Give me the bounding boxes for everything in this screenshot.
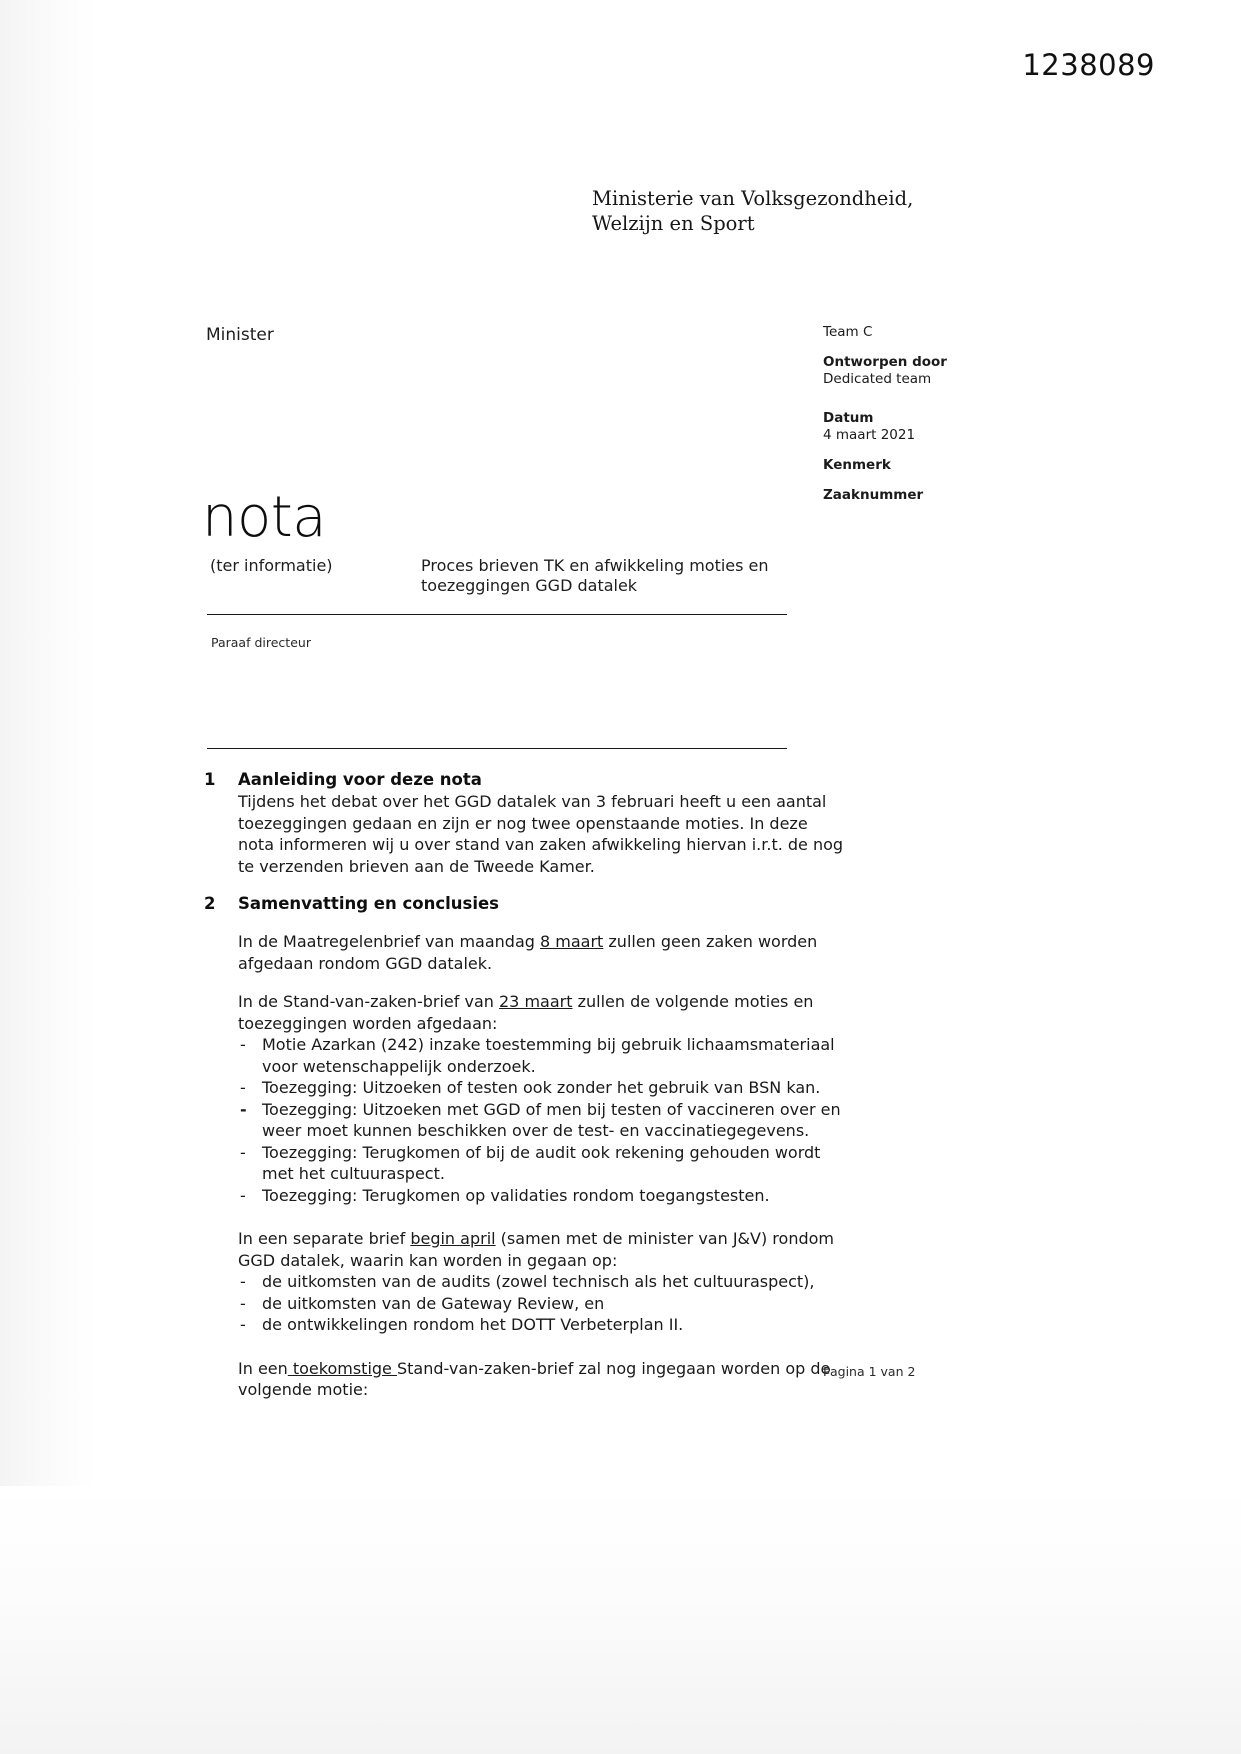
dash-bullet-icon: - (240, 1099, 247, 1119)
section-2-number: 2 (204, 894, 216, 913)
ministry-header (592, 186, 913, 236)
list-item (238, 1034, 844, 1077)
list-stand-van-zaken (238, 1034, 844, 1206)
section-2 (204, 894, 844, 1401)
subject-text: Proces brieven TK en afwikkeling moties en toezeggingen GGD datalek (421, 556, 769, 595)
ministry-line-1: Ministerie van Volksgezondheid, (592, 187, 914, 210)
subject-kind: (ter informatie) (210, 556, 333, 575)
section-2-title: Samenvatting en conclusies (238, 894, 499, 913)
section-1-body (204, 791, 844, 877)
document-number: 1238089 (1022, 48, 1155, 82)
maatregelenbrief-date: 8 maart (540, 932, 604, 951)
meta-date-value: 4 maart 2021 (823, 427, 916, 443)
toekomstige-before: In een (238, 1358, 288, 1378)
stand-van-zaken-after: zullen de volgende moties en toezeggingen worden afgedaan: (238, 992, 814, 1033)
separate-brief-date: begin april (410, 1229, 496, 1248)
dash-bullet-icon: - (240, 1035, 246, 1054)
section-1 (204, 770, 844, 877)
list-item-text: Toezegging: Terugkomen op validaties rondom toegangstesten. (262, 1185, 770, 1205)
metadata-block (823, 324, 1083, 504)
document-content (204, 770, 844, 1401)
list-separate-brief (238, 1271, 844, 1336)
list-item (238, 1293, 844, 1315)
paragraph-separate-brief (238, 1228, 844, 1271)
meta-case-number-label: Zaaknummer (823, 487, 924, 503)
addressee: Minister (206, 325, 274, 345)
dash-bullet-icon: - (240, 1142, 246, 1162)
dash-bullet-icon: - (240, 1078, 246, 1097)
divider-top (207, 614, 787, 615)
section-1-heading (204, 770, 844, 789)
separate-brief-after: (samen met de minister van J&V) rondom GGD datalek, waarin kan worden in gegaan op: (238, 1229, 834, 1270)
list-item-text: de uitkomsten van de Gateway Review, en (262, 1293, 605, 1313)
meta-reference-label: Kenmerk (823, 457, 891, 473)
paraaf-directeur-label: Paraaf directeur (211, 635, 311, 650)
list-item (238, 1142, 844, 1185)
spacer-a (238, 915, 844, 931)
spacer-b (238, 1206, 844, 1228)
paragraph-toekomstige (238, 1358, 844, 1401)
meta-designed-by-label: Ontworpen door (823, 354, 947, 370)
list-item (238, 1077, 844, 1099)
spacer-c (238, 1336, 844, 1358)
section-2-heading (204, 894, 844, 913)
meta-team: Team C (823, 324, 873, 340)
paragraph-maatregelenbrief (238, 931, 844, 974)
divider-bottom (207, 748, 787, 749)
meta-spacer-4 (823, 474, 1083, 487)
paragraph-stand-van-zaken (238, 991, 844, 1034)
scan-edge-bottom (0, 1486, 1241, 1754)
meta-spacer-1 (823, 341, 1083, 354)
list-item-text: de ontwikkelingen rondom het DOTT Verbeterplan II. (262, 1315, 684, 1334)
dash-bullet-icon: - (240, 1185, 246, 1205)
list-item (238, 1099, 844, 1142)
stand-van-zaken-before: In de Stand-van-zaken-brief van (238, 992, 499, 1011)
meta-designed-by-value: Dedicated team (823, 371, 932, 387)
section-1-paragraph: Tijdens het debat over het GGD datalek van 3 februari heeft u een aantal toezeggingen gedaan en zijn er nog twee openstaande moties. In deze nota informeren wij u over stand van zaken afwikkeling hiervan i.r.t. de nog te verzenden brieven aan de Tweede Kamer. (238, 792, 844, 876)
meta-date-label: Datum (823, 410, 874, 426)
list-item (238, 1314, 844, 1336)
section-1-number: 1 (204, 770, 216, 789)
dash-bullet-icon: - (240, 1293, 246, 1313)
meta-spacer-3 (823, 444, 1083, 457)
maatregelenbrief-before: In de Maatregelenbrief van maandag (238, 932, 540, 951)
stand-van-zaken-date: 23 maart (499, 992, 573, 1011)
list-item-text: Motie Azarkan (242) inzake toestemming bij gebruik lichaamsmateriaal voor wetenschappelijk onderzoek. (262, 1035, 835, 1076)
list-item-text: Toezegging: Uitzoeken of testen ook zonder het gebruik van BSN kan. (262, 1078, 821, 1097)
list-item-text: de uitkomsten van de audits (zowel technisch als het cultuuraspect), (262, 1272, 815, 1291)
list-item (238, 1271, 844, 1293)
section-2-body (204, 915, 844, 1401)
section-1-title: Aanleiding voor deze nota (238, 770, 482, 789)
toekomstige-underlined: toekomstige (287, 1358, 397, 1378)
meta-spacer-2 (823, 388, 1083, 410)
page-footer: Pagina 1 van 2 (823, 1364, 916, 1379)
ministry-line-2: Welzijn en Sport (592, 212, 755, 235)
dash-bullet-icon: - (240, 1272, 246, 1291)
list-item-text: Toezegging: Uitzoeken met GGD of men bij testen of vaccineren over en weer moet kunnen beschikken over de test- en vaccinatiegegevens. (262, 1099, 841, 1140)
maatregelenbrief-after: zullen geen zaken worden afgedaan rondom GGD datalek. (238, 932, 818, 973)
toekomstige-after: Stand-van-zaken-brief zal nog ingegaan worden op de volgende motie: (238, 1358, 831, 1399)
dash-bullet-icon: - (240, 1315, 246, 1334)
page-title: nota (202, 485, 327, 550)
list-item-text: Toezegging: Terugkomen of bij de audit ook rekening gehouden wordt met het cultuuraspect. (262, 1142, 821, 1183)
list-item (238, 1185, 844, 1207)
separate-brief-before: In een separate brief (238, 1229, 411, 1248)
